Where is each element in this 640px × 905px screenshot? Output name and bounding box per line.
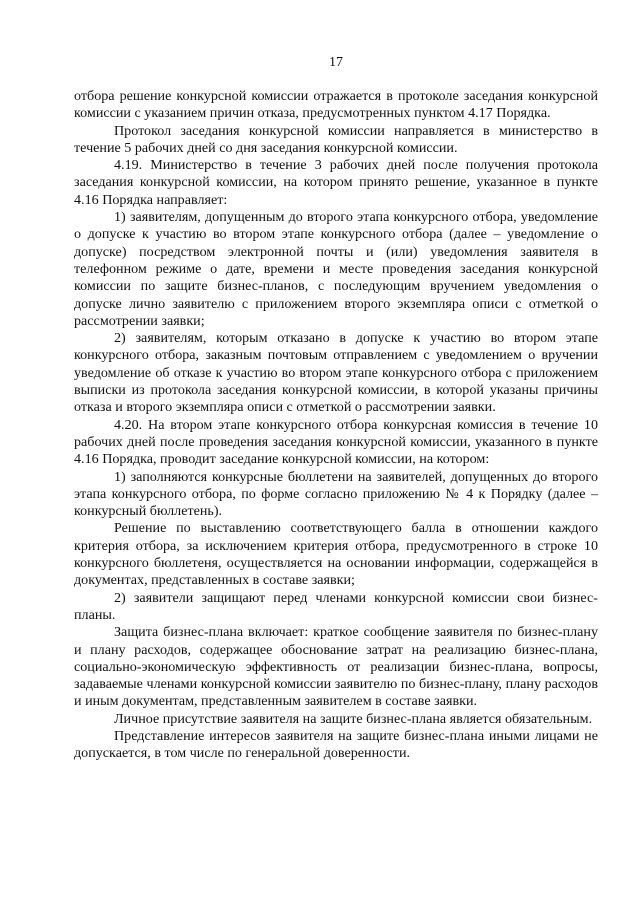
paragraph-p-4-19: 4.19. Министерство в течение 3 рабочих дней после получения протокола заседания конкурсной комиссии, на котором принято решение, указанное в пункте 4.16 Порядка направляет: [74,157,598,208]
paragraph-p-4-20: 4.20. На втором этапе конкурсного отбора конкурсная комиссия в течение 10 рабочих дней после проведения заседания конкурсной комиссии, указанного в пункте 4.16 Порядка, проводит заседание конкурсной комиссии, на котором: [74,416,598,468]
paragraph-p-scoring: Решение по выставлению соответствующего балла в отношении каждого критерия отбора, за исключением критерия отбора, предусмотренного в строке 10 конкурсного бюллетеня, осуществляется на основании информации, содержащейся в документах, представленных в составе заявки; [74,520,598,589]
document-body [74,88,598,763]
paragraph-p-presence: Личное присутствие заявителя на защите бизнес-плана является обязательным. [114,710,593,727]
paragraph-p-4-20-2: 2) заявители защищают перед членами конкурсной комиссии свои бизнес-планы. [74,589,598,623]
paragraph-p-4-19-2: 2) заявителям, которым отказано в допуске к участию во втором этапе конкурсного отбора, заказным почтовым отправлением с уведомлением о вручении уведомление об отказе к участию во втором этапе конкурсного отбора с приложением выписки из протокола заседания конкурсной комиссии, в которой указаны причины отказа и второго экземпляра описи с отметкой о рассмотрении заявки. [74,330,598,416]
paragraph-p-continuation: отбора решение конкурсной комиссии отражается в протоколе заседания конкурсной комиссии с указанием причин отказа, предусмотренных пунктом 4.17 Порядка. [74,88,598,122]
paragraph-p-defense: Защита бизнес-плана включает: краткое сообщение заявителя по бизнес-плану и плану расходов, содержащее обоснование затрат на реализацию бизнес-плана, социально-экономическую эффективность от реализации бизнес-плана, вопросы, задаваемые членами конкурсной комиссии заявителю по бизнес-плану, плану расходов и иным документам, представленным заявителем в составе заявки. [74,624,598,710]
paragraph-p-4-20-1: 1) заполняются конкурсные бюллетени на заявителей, допущенных до второго этапа конкурсного отбора, по форме согласно приложению № 4 к Порядку (далее – конкурсный бюллетень). [74,468,598,520]
paragraph-p-representation: Представление интересов заявителя на защите бизнес-плана иными лицами не допускается, в том числе по генеральной доверенности. [74,727,598,762]
document-page [74,54,598,763]
page-number: 17 [329,55,343,70]
paragraph-p-protocol: Протокол заседания конкурсной комиссии направляется в министерство в течение 5 рабочих дней со дня заседания конкурсной комиссии. [74,122,598,156]
paragraph-p-4-19-1: 1) заявителям, допущенным до второго этапа конкурсного отбора, уведомление о допуске к участию во втором этапе конкурсного отбора (далее – уведомление о допуске) посредством электронной почты и (или) уведомления заявителя в телефонном режиме о дате, времени и месте проведения заседания конкурсной комиссии по защите бизнес-планов, с последующим вручением уведомления о допуске лично заявителю с приложением второго экземпляра описи с отметкой о рассмотрении заявки; [74,209,598,329]
